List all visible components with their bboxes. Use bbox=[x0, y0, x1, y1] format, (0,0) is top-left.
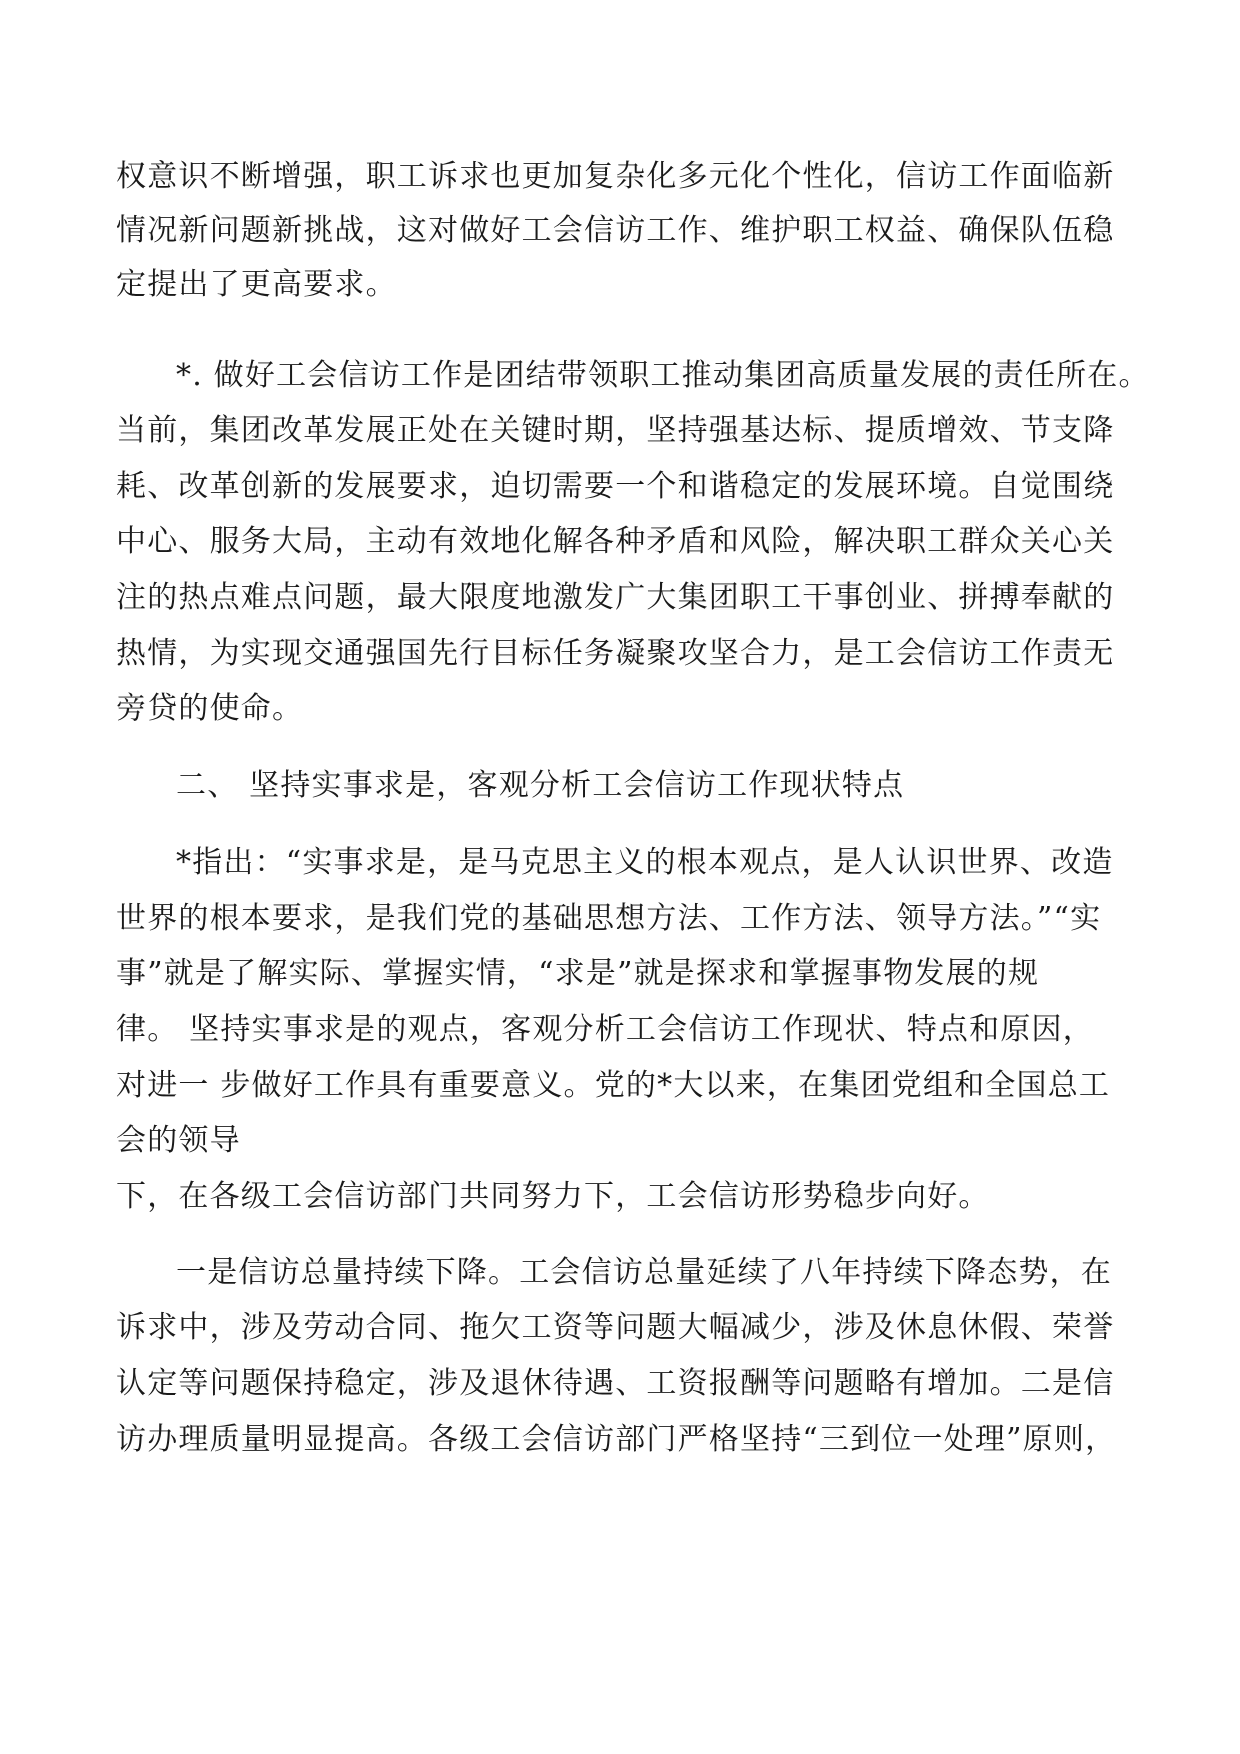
text-line: 会的领导 bbox=[116, 1123, 241, 1158]
text-line: 热情，为实现交通强国先行目标任务凝聚攻坚合力，是工会信访工作责无 bbox=[116, 636, 1115, 671]
text-line: 诉求中，涉及劳动合同、拖欠工资等问题大幅减少，涉及休息休假、荣誉 bbox=[116, 1310, 1115, 1345]
text-line: 对进一 步做好工作具有重要意义。党的*大以来，在集团党组和全国总工 bbox=[116, 1068, 1111, 1103]
text-line: 世界的根本要求，是我们党的基础思想方法、工作方法、领导方法。”“实 bbox=[116, 901, 1102, 936]
text-line: 注的热点难点问题，最大限度地激发广大集团职工干事创业、拼搏奉献的 bbox=[116, 580, 1115, 615]
text-line: 事”就是了解实际、掌握实情，“求是”就是探求和掌握事物发展的规 bbox=[116, 956, 1040, 991]
text-line: 当前，集团改革发展正处在关键时期，坚持强基达标、提质增效、节支降 bbox=[116, 413, 1115, 448]
text-line: 耗、改革创新的发展要求，迫切需要一个和谐稳定的发展环境。自觉围绕 bbox=[116, 469, 1115, 504]
text-line: 旁贷的使命。 bbox=[116, 691, 304, 726]
text-line: 情况新问题新挑战，这对做好工会信访工作、维护职工权益、确保队伍稳 bbox=[116, 213, 1115, 248]
paragraph-start-line: *指出：“实事求是，是马克思主义的根本观点，是人认识世界、改造 bbox=[176, 845, 1114, 880]
paragraph-start-line: 一是信访总量持续下降。工会信访总量延续了八年持续下降态势，在 bbox=[176, 1255, 1112, 1290]
text-line: 权意识不断增强，职工诉求也更加复杂化多元化个性化，信访工作面临新 bbox=[116, 159, 1115, 194]
section-heading: 二、 坚持实事求是，客观分析工会信访工作现状特点 bbox=[176, 768, 905, 803]
paragraph-start-line: *. 做好工会信访工作是团结带领职工推动集团高质量发展的责任所在。 bbox=[176, 358, 1150, 393]
text-line: 下，在各级工会信访部门共同努力下，工会信访形势稳步向好。 bbox=[116, 1179, 990, 1214]
text-line: 中心、服务大局，主动有效地化解各种矛盾和风险，解决职工群众关心关 bbox=[116, 524, 1115, 559]
text-line: 认定等问题保持稳定，涉及退休待遇、工资报酬等问题略有增加。二是信 bbox=[116, 1366, 1115, 1401]
text-line: 访办理质量明显提高。各级工会信访部门严格坚持“三到位一处理”原则， bbox=[116, 1422, 1117, 1457]
text-line: 定提出了更高要求。 bbox=[116, 267, 397, 302]
text-line: 律。 坚持实事求是的观点，客观分析工会信访工作现状、特点和原因， bbox=[116, 1012, 1094, 1047]
